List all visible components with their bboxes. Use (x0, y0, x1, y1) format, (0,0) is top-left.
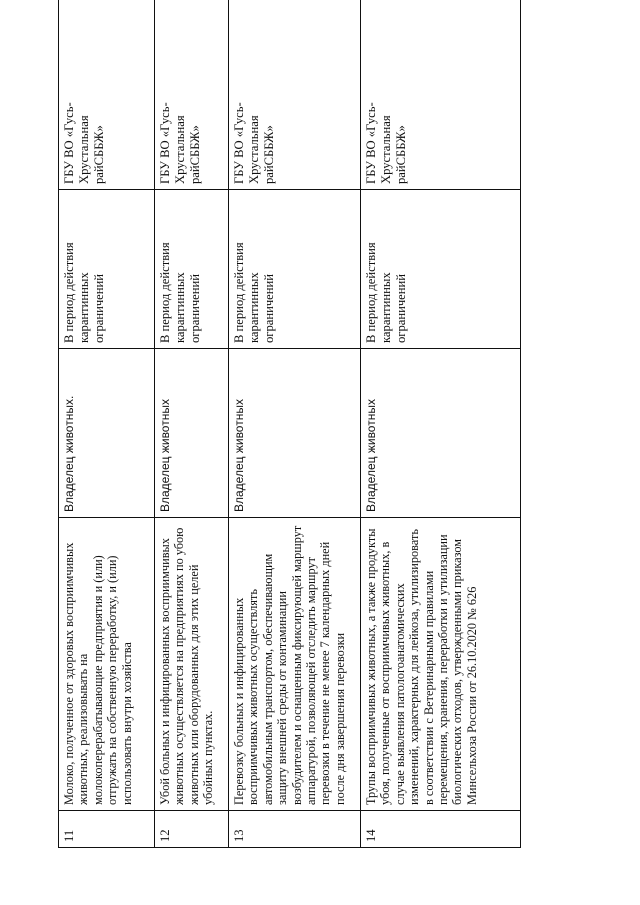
organization-line: Хрустальная (379, 115, 393, 184)
period-line: ограничений (188, 274, 202, 343)
organization-line: ГБУ ВО «Гусь- (158, 102, 172, 184)
period-cell (155, 190, 229, 349)
row-number: 11 (59, 811, 155, 848)
measure-description: Трупы восприимчивых животных, а также продукты убоя, полученные от восприимчивых животных, в случае выявления патологоанатомических изменений, характерных для лейкоза, утилизировать в соответствии с Ветеринарными правилами перемещения, хранения, переработки и утилизации биологических отходов, утвержденными приказом Минсельхоза России от 26.10.2020 № 626 (361, 518, 521, 811)
organization-line: ГБУ ВО «Гусь- (232, 102, 246, 184)
period-line: В период действия (158, 242, 172, 343)
period-cell (361, 190, 521, 349)
table-row (155, 0, 229, 848)
period-cell (229, 190, 361, 349)
period-cell (59, 190, 155, 349)
organization-line: Хрустальная (173, 115, 187, 184)
responsible-party: Владелец животных (229, 349, 361, 518)
organization-cell (361, 0, 521, 190)
responsible-party: Владелец животных (361, 349, 521, 518)
responsible-party: Владелец животных (155, 349, 229, 518)
period-line: карантинных (379, 272, 393, 343)
period-line: В период действия (232, 242, 246, 343)
table-row (229, 0, 361, 848)
row-number: 13 (229, 811, 361, 848)
period-line: ограничений (92, 274, 106, 343)
organization-cell (155, 0, 229, 190)
period-line: карантинных (173, 272, 187, 343)
period-line: В период действия (62, 242, 76, 343)
table-row (59, 0, 155, 848)
measure-description: Перевозку больных и инфицированных восприимчивых животных осуществлять автомобильным транспортом, обеспечивающим защиту внешней среды от контаминации возбудителем и оснащенным фиксирующей маршрут аппаратурой, позволяющей отследить маршрут перевозки в течение не менее 7 календарных дней после дня завершения перевозки (229, 518, 361, 811)
measure-description: Убой больных и инфицированных восприимчивых животных осуществляется на предприятиях по убою животных или оборудованных для этих целей убойных пунктах. (155, 518, 229, 811)
organization-cell (59, 0, 155, 190)
organization-line: райСББЖ» (262, 125, 276, 184)
organization-line: райСББЖ» (394, 125, 408, 184)
period-line: карантинных (247, 272, 261, 343)
period-line: В период действия (364, 242, 378, 343)
organization-line: Хрустальная (247, 115, 261, 184)
organization-line: Хрустальная (77, 115, 91, 184)
responsible-party: Владелец животных. (59, 349, 155, 518)
period-line: ограничений (394, 274, 408, 343)
rotated-page (58, 42, 520, 848)
organization-line: ГБУ ВО «Гусь- (62, 102, 76, 184)
organization-cell (229, 0, 361, 190)
measures-table (58, 0, 521, 848)
row-number: 12 (155, 811, 229, 848)
period-line: ограничений (262, 274, 276, 343)
measure-description: Молоко, полученное от здоровых восприимчивых животных, реализовывать на молокоперерабатывающие предприятия и (или) отгружать на собственную переработку, и (или) использовать внутри хозяйства (59, 518, 155, 811)
row-number: 14 (361, 811, 521, 848)
organization-line: ГБУ ВО «Гусь- (364, 102, 378, 184)
table-row (361, 0, 521, 848)
period-line: карантинных (77, 272, 91, 343)
organization-line: райСББЖ» (92, 125, 106, 184)
organization-line: райСББЖ» (188, 125, 202, 184)
